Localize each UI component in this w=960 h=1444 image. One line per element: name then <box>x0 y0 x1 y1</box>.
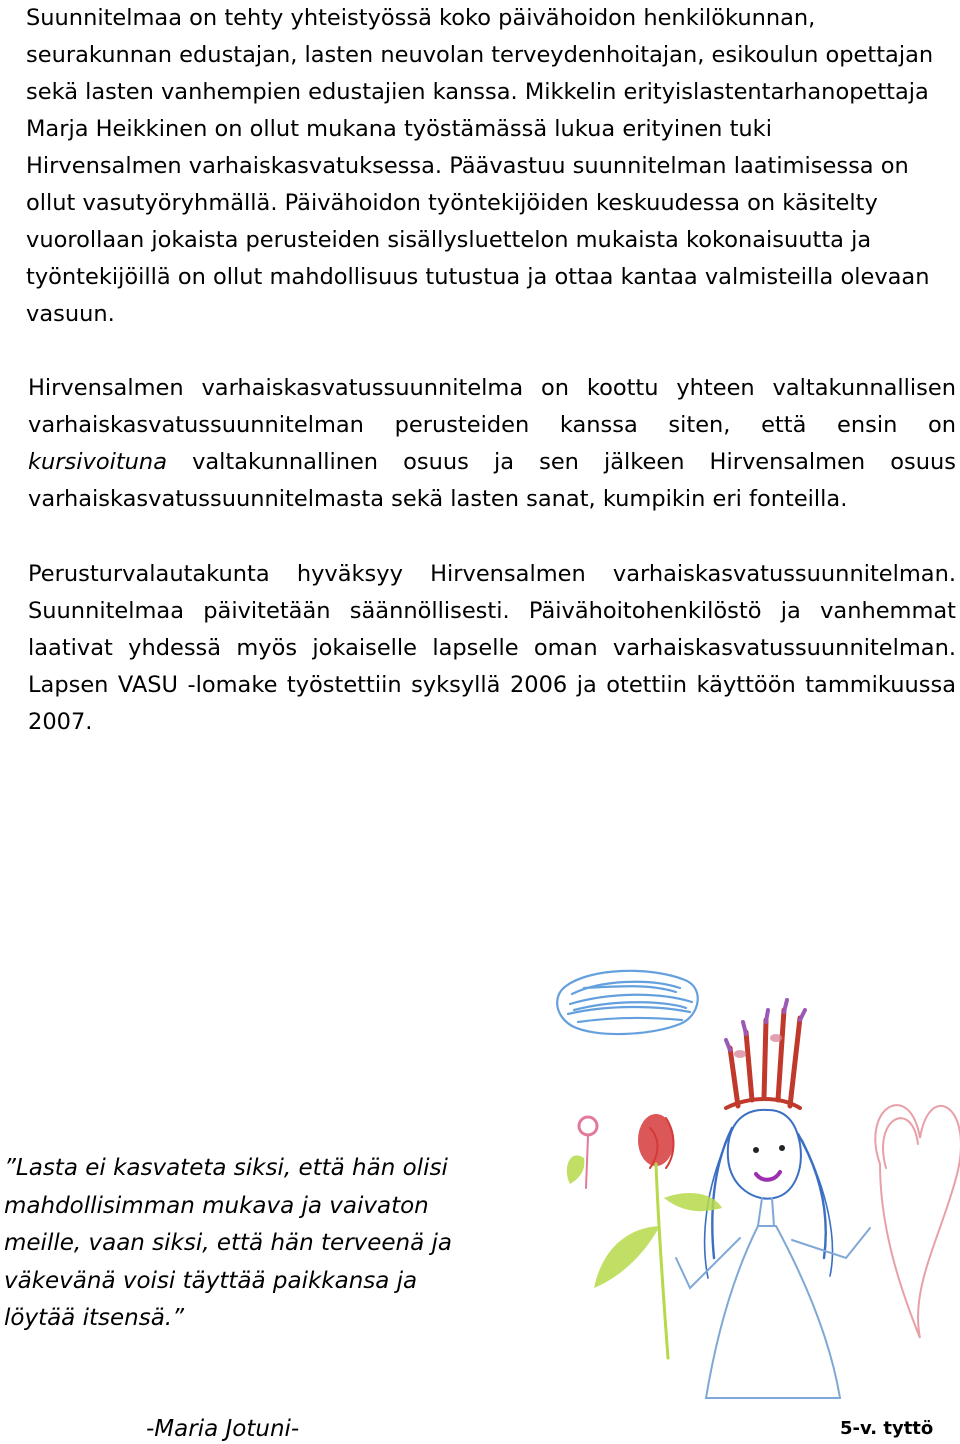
quote-author: -Maria Jotuni- <box>146 1416 300 1442</box>
quote-text: ”Lasta ei kasvateta siksi, että hän olisi mahdollisimman mukava ja vaivaton meille, vaan siksi, että hän terveenä ja väkevänä voisi täyttää paikkansa ja löytää itsensä.” <box>4 1155 453 1331</box>
drawing-caption: 5-v. tyttö <box>840 1418 934 1439</box>
heart-drawing <box>875 1105 960 1338</box>
flowers <box>567 1114 722 1358</box>
approval-paragraph: Perusturvalautakunta hyväksyy Hirvensalmen varhaiskasvatussuunnitelman. Suunnitelmaa päivitetään säännöllisesti. Päivähoitohenkilöstö ja vanhemmat laativat yhdessä myös jokaiselle lapselle oman varhaiskasvatussuunnitelman. Lapsen VASU -lomake työstettiin syksyllä 2006 ja otettiin käyttöön tammikuussa 2007. <box>28 561 956 735</box>
crown <box>726 1000 805 1108</box>
cloud-scribble <box>557 971 698 1034</box>
italic-term: kursivoituna <box>28 449 167 475</box>
intro-paragraph: Suunnitelmaa on tehty yhteistyössä koko päivähoidon henkilökunnan, seurakunnan edustajan, lasten neuvolan terveydenhoitajan, esikoulun opettajan sekä lasten vanhempien edustajien kanssa. Mikkelin erityislastentarhanopettaja Marja Heikkinen on ollut mukana työstämässä lukua erityinen tuki Hirvensalmen varhaiskasvatuksessa. Päävastuu suunnitelman laatimisessa on ollut vasutyöryhmällä. Päivähoidon työntekijöiden keskuudessa on käsitelty vuorollaan jokaista perusteiden sisällysluettelon mukaista kokonaisuutta ja työntekijöillä on ollut mahdollisuus tutustua ja ottaa kantaa valmisteilla olevaan vasuun. <box>26 5 934 327</box>
princess-figure <box>676 1110 870 1398</box>
child-drawing <box>500 958 960 1428</box>
structure-paragraph <box>28 370 956 518</box>
structure-text-end: valtakunnallinen osuus ja sen jälkeen Hirvensalmen osuus varhaiskasvatussuunnitelmasta sekä lasten sanat, kumpikin eri fonteilla. <box>28 449 956 512</box>
structure-text-start: Hirvensalmen varhaiskasvatussuunnitelma on koottu yhteen valtakunnallisen varhaiskasvatussuunnitelman perusteiden kanssa siten, että ensin on <box>28 375 956 438</box>
